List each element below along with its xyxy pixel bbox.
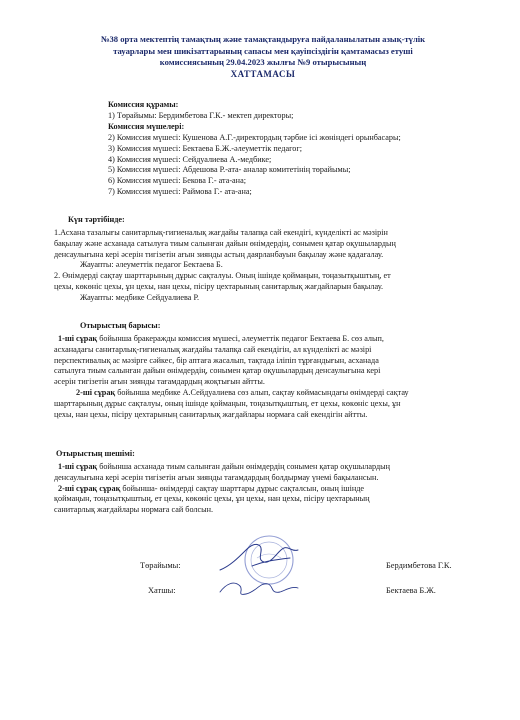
decision-q1-first-line xyxy=(54,462,390,473)
proceedings-q1-line: асханадағы санитарлық-гигиеналық жағдайы талапқа сай екендігін, ал күнделікті ас мәзірі xyxy=(54,344,372,354)
member-item: 3) Комиссия мүшесі: Бектаева Б.Ж.-әлеуметтік педагог; xyxy=(108,143,302,153)
proceedings-q1-line: әсерін тигізетін ағын зиянды тағамдардың жоқтығын айтты. xyxy=(54,377,265,387)
proceedings-q2-line: шарттарының дұрыс сақталуы, оның ішінде қоймаңын, тоңазытқыштың, ет цехы, көкөніс цехы, ұн xyxy=(54,398,401,408)
secretary-name: Бектаева Б.Ж. xyxy=(386,586,436,595)
document-title xyxy=(28,34,498,80)
secretary-signature-label: Хатшы: xyxy=(148,586,176,595)
agenda-item-2-responsible: Жауапты: медбике Сейдуалиева Р. xyxy=(80,292,200,302)
commission-section xyxy=(108,100,401,198)
agenda-item-2-line: 2. Өнімдерді сақтау шарттарының дұрыс сақталуы. Оның ішінде қоймаңын, тоңазытқыштың, ет xyxy=(54,271,391,281)
member-item: 5) Комиссия мүшесі: Абдешова Р.-ата- аналар комитетінің төрайымы; xyxy=(108,165,351,175)
decision-q2-first-line xyxy=(54,484,390,495)
chair-name: Бердимбетова Г.К. xyxy=(386,561,452,570)
agenda-section xyxy=(54,215,396,304)
member-item: 6) Комиссия мүшесі: Бекова Г.- ата-ана; xyxy=(108,176,246,186)
decision-q1-label: 1-ші сұрақ xyxy=(58,461,98,471)
decision-q2-text: бойынша- өнімдерді сақтау шарттары дұрыс сақталсын, оның ішінде xyxy=(120,483,365,493)
decision-heading: Отырыстың шешімі: xyxy=(56,449,135,458)
agenda-item-2-line: цехы, көкөніс цехы, ұн цехы, нан цехы, пісіру цехтарының санитарлық жағдайларын бақылау. xyxy=(54,282,384,292)
proceedings-q1-line: сатылуға тиым салынған дайын өнімдердің, сонымен қатар оқушылардың денсаулығына кері xyxy=(54,366,381,376)
decision-q1-line: денсаулығына кері әсерін тигізетін ағын зиянды тағамдардың болдырмау үнемі бақылансын. xyxy=(54,472,379,482)
agenda-item-1-responsible: Жауапты: әлеуметтік педагог Бектаева Б. xyxy=(80,260,223,270)
title-line-3: комиссиясының 29.04.2023 жылғы №9 отырысының xyxy=(159,57,367,67)
title-line-2: тауарлары мен шикізаттарының сапасы мен қауіпсіздігін қамтамасыз етуші xyxy=(113,45,413,56)
proceedings-q2-line: цехы, нан цехы, пісіру цехтарының санитарлық жағдайлары нормаға сай екендігін айтты. xyxy=(54,409,368,419)
member-item: 7) Комиссия мүшесі: Раймова Г.- ата-ана; xyxy=(108,187,252,197)
proceedings-q1-first-line xyxy=(54,334,409,345)
title-line-4: ХАТТАМАСЫ xyxy=(230,68,296,79)
decision-q2-line: санитарлық жағдайлары нормаға сай болсын. xyxy=(54,505,214,515)
decision-q2-line: қоймаңын, тоңазытқыштың, ет цехы, көкөніс цехы, ұн цехы, нан цехы, пісіру цехтарының xyxy=(54,494,370,504)
commission-chair: 1) Төрайымы: Бердимбетова Г.К.- мектеп директоры; xyxy=(108,110,294,120)
agenda-item-1-line: денсаулығына кері әсерін тигізетін ағын зиянды астың даярланбауын бақылау және қадағалау. xyxy=(54,249,384,259)
proceedings-section xyxy=(54,321,409,421)
proceedings-q2-first-line xyxy=(54,388,409,399)
agenda-item-1-line: бақылау және асханада сатылуға тиым салынған дайын өнімдердің, сонымен қатар оқушылардың xyxy=(54,238,396,248)
secretary-signature xyxy=(214,572,304,602)
proceedings-q2-text: бойынша медбике А.Сейдуалиева сөз алып, сақтау көймасындағы өнімдерді сақтау xyxy=(115,388,409,398)
proceedings-q2-label: 2-ші сұрақ xyxy=(76,388,116,398)
chair-signature-label: Төрайымы: xyxy=(140,561,181,570)
proceedings-heading: Отырыстың барысы: xyxy=(80,321,161,330)
member-item: 4) Комиссия мүшесі: Сейдуалиева А.-медбике; xyxy=(108,154,272,164)
agenda-item-1-line: 1.Асхана тазалығы санитарлық-гигиеналық жағдайы талапқа сай екендігі, күнделікті ас мәзірін xyxy=(54,227,388,237)
proceedings-q1-line: перспективалық ас мәзірге сәйкес, бір аптаға жасалып, тақтада іліпіп тұрғандығын, асханада xyxy=(54,355,379,365)
proceedings-q1-label: 1-ші сұрақ xyxy=(58,333,98,343)
proceedings-q1-text: бойынша бракеражды комиссия мүшесі, әлеуметтік педагог Бектаева Б. сөз алып, xyxy=(97,333,384,343)
decision-q2-label: 2-ші сұрақ сұрақ xyxy=(58,483,121,493)
member-item: 2) Комиссия мүшесі: Кушенова А.Г.-директордың тәрбие ісі жөніндегі орынбасары; xyxy=(108,132,401,142)
commission-heading: Комиссия құрамы: xyxy=(108,100,179,109)
decision-q1-text: бойынша асханада тиым салынған дайын өнімдердің сонымен қатар оқушылардың xyxy=(97,461,390,471)
title-line-1: №38 орта мектептің тамақтың және тамақтандыруға пайдаланылатын азық-түлік xyxy=(100,34,426,44)
agenda-heading: Күн тәртібінде: xyxy=(68,215,125,224)
decision-section xyxy=(54,449,390,516)
members-heading: Комиссия мүшелері: xyxy=(108,121,185,131)
